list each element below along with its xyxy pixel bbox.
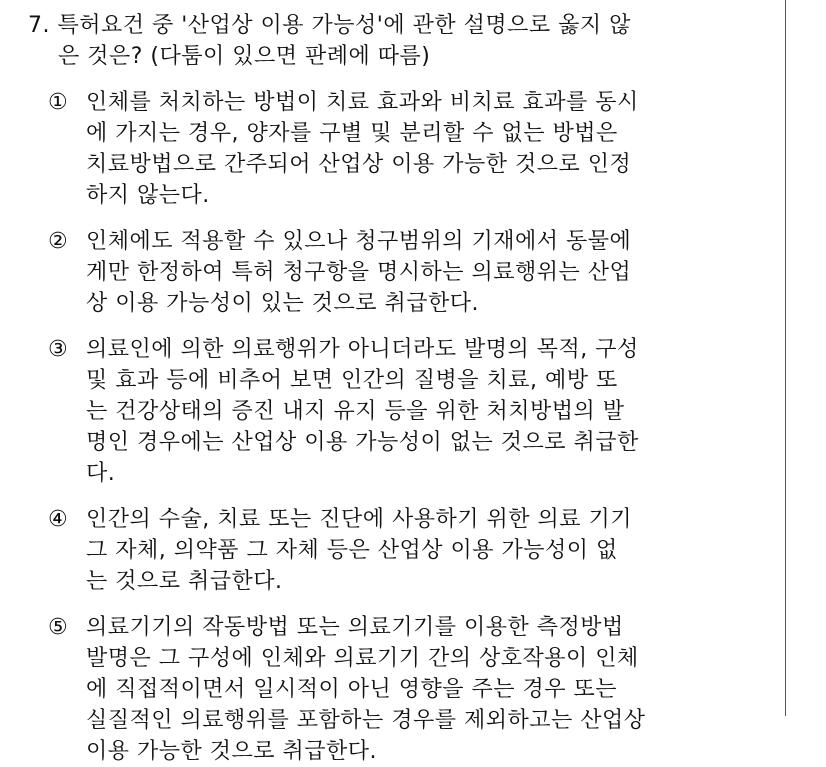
option-text-line: 의료인에 의한 의료행위가 아니더라도 발명의 목적, 구성 [86, 337, 639, 362]
option-text-line: 에 가지는 경우, 양자를 구별 및 분리할 수 없는 방법은 [86, 121, 618, 146]
option-number: ⑤ [48, 615, 69, 640]
option-number: ③ [48, 337, 69, 362]
option-number: ① [48, 90, 69, 115]
answer-option-5[interactable] [28, 612, 778, 767]
option-text-line: 치료방법으로 간주되어 산업상 이용 가능한 것으로 인정 [86, 152, 632, 177]
answer-option-1[interactable] [28, 87, 778, 211]
exam-question [28, 10, 778, 767]
option-number: ② [48, 229, 69, 254]
option-text-line: 실질적인 의료행위를 포함하는 경우를 제외하고는 산업상 [86, 708, 646, 733]
option-text-line: 다. [86, 461, 116, 486]
option-text-line: 하지 않는다. [86, 183, 210, 208]
option-text-line: 인체에도 적용할 수 있으나 청구범위의 기재에서 동물에 [86, 229, 632, 254]
column-divider [785, 0, 786, 716]
option-text-line: 명인 경우에는 산업상 이용 가능성이 없는 것으로 취급한 [86, 430, 639, 455]
question-line: 은 것은? (다툼이 있으면 판례에 따름) [58, 44, 431, 69]
option-text-line: 의료기기의 작동방법 또는 의료기기를 이용한 측정방법 [86, 615, 624, 640]
question-stem [28, 10, 778, 72]
option-text-line: 상 이용 가능성이 있는 것으로 취급한다. [86, 291, 479, 316]
option-text-line: 게만 한정하여 특허 청구항을 명시하는 의료행위는 산업 [86, 260, 632, 285]
option-text-line: 인간의 수술, 치료 또는 진단에 사용하기 위한 의료 기기 [86, 507, 632, 532]
option-text-line: 이용 가능한 것으로 취급한다. [86, 739, 377, 764]
option-text-line: 발명은 그 구성에 인체와 의료기기 간의 상호작용이 인체 [86, 646, 639, 671]
option-text-line: 는 것으로 취급한다. [86, 569, 283, 594]
option-number: ④ [48, 507, 69, 532]
answer-option-4[interactable] [28, 504, 778, 597]
question-line: 7. 특허요건 중 '산업상 이용 가능성'에 관한 설명으로 옳지 않 [28, 13, 631, 38]
answer-option-2[interactable] [28, 226, 778, 319]
option-text-line: 및 효과 등에 비추어 보면 인간의 질병을 치료, 예방 또 [86, 368, 618, 393]
answer-options [28, 87, 778, 767]
option-text-line: 인체를 처치하는 방법이 치료 효과와 비치료 효과를 동시 [86, 90, 639, 115]
answer-option-3[interactable] [28, 334, 778, 489]
option-text-line: 그 자체, 의약품 그 자체 등은 산업상 이용 가능성이 없 [86, 538, 618, 563]
option-text-line: 는 건강상태의 증진 내지 유지 등을 위한 처치방법의 발 [86, 399, 625, 424]
option-text-line: 에 직접적이면서 일시적이 아닌 영향을 주는 경우 또는 [86, 677, 617, 702]
